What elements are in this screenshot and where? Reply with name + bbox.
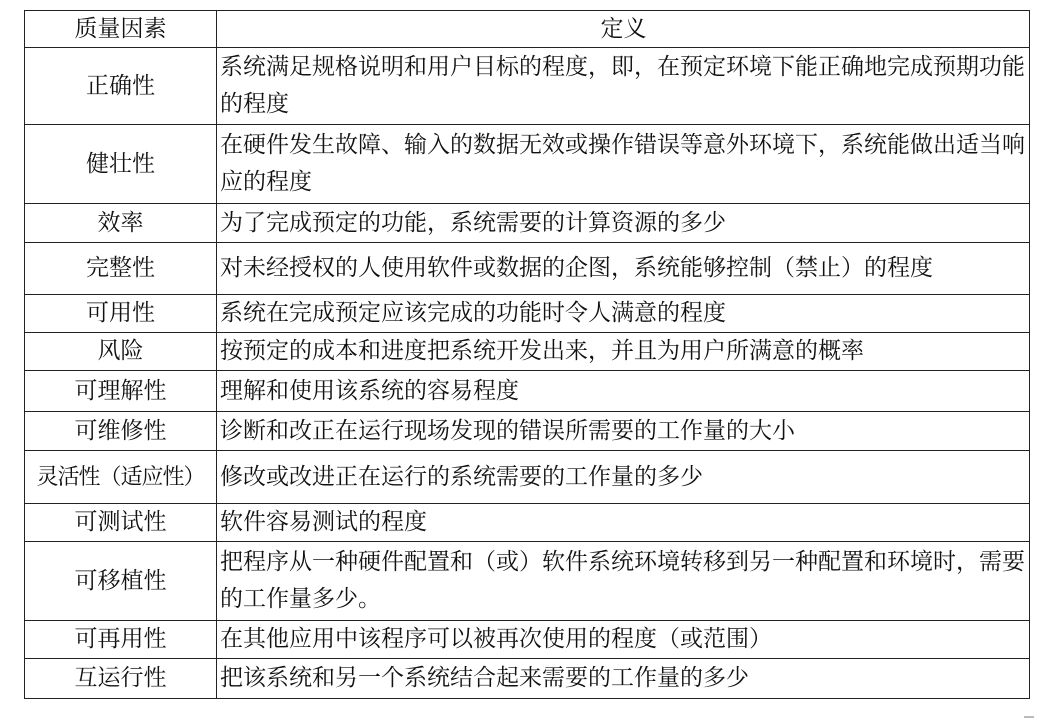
table-row: [25, 125, 1030, 204]
factor-cell: 效率: [25, 204, 217, 243]
definition-cell: 对未经授权的人使用软件或数据的企图，系统能够控制（禁止）的程度: [217, 243, 1030, 295]
header-quality-factor: 质量因素: [25, 11, 217, 48]
factor-cell: 风险: [25, 333, 217, 371]
table-row: [25, 542, 1030, 621]
header-definition: 定义: [217, 11, 1030, 48]
definition-cell: 在硬件发生故障、输入的数据无效或操作错误等意外环境下，系统能做出适当响应的程度: [217, 125, 1030, 204]
factor-cell: 互运行性: [25, 659, 217, 699]
definition-cell: 系统满足规格说明和用户目标的程度，即，在预定环境下能正确地完成预期功能的程度: [217, 48, 1030, 125]
factor-cell: 可理解性: [25, 371, 217, 412]
factor-cell: 可移植性: [25, 542, 217, 621]
definition-cell: 在其他应用中该程序可以被再次使用的程度（或范围）: [217, 621, 1030, 659]
definition-cell: 修改或改进正在运行的系统需要的工作量的多少: [217, 451, 1030, 504]
factor-cell: 健壮性: [25, 125, 217, 204]
table-row: [25, 48, 1030, 125]
factor-cell: 可再用性: [25, 621, 217, 659]
definition-cell: 把该系统和另一个系统结合起来需要的工作量的多少: [217, 659, 1030, 699]
definition-cell: 软件容易测试的程度: [217, 504, 1030, 542]
table-row: [25, 204, 1030, 243]
table-row: [25, 243, 1030, 295]
definition-cell: 为了完成预定的功能，系统需要的计算资源的多少: [217, 204, 1030, 243]
quality-factors-table: [24, 10, 1030, 699]
definition-cell: 诊断和改正在运行现场发现的错误所需要的工作量的大小: [217, 412, 1030, 451]
factor-cell: 可用性: [25, 295, 217, 333]
table-row: [25, 371, 1030, 412]
table-row: [25, 451, 1030, 504]
table-row: [25, 621, 1030, 659]
table-row: [25, 295, 1030, 333]
table-row: [25, 412, 1030, 451]
table-row: [25, 333, 1030, 371]
corner-mark: [1024, 716, 1034, 718]
factor-cell: 完整性: [25, 243, 217, 295]
definition-cell: 理解和使用该系统的容易程度: [217, 371, 1030, 412]
factor-cell: 可测试性: [25, 504, 217, 542]
table-row: [25, 504, 1030, 542]
definition-cell: 把程序从一种硬件配置和（或）软件系统环境转移到另一种配置和环境时，需要的工作量多少。: [217, 542, 1030, 621]
table-row: [25, 659, 1030, 699]
factor-cell: 正确性: [25, 48, 217, 125]
header-row: [25, 11, 1030, 48]
factor-cell: 灵活性（适应性）: [25, 451, 217, 504]
definition-cell: 按预定的成本和进度把系统开发出来，并且为用户所满意的概率: [217, 333, 1030, 371]
definition-cell: 系统在完成预定应该完成的功能时令人满意的程度: [217, 295, 1030, 333]
factor-cell: 可维修性: [25, 412, 217, 451]
